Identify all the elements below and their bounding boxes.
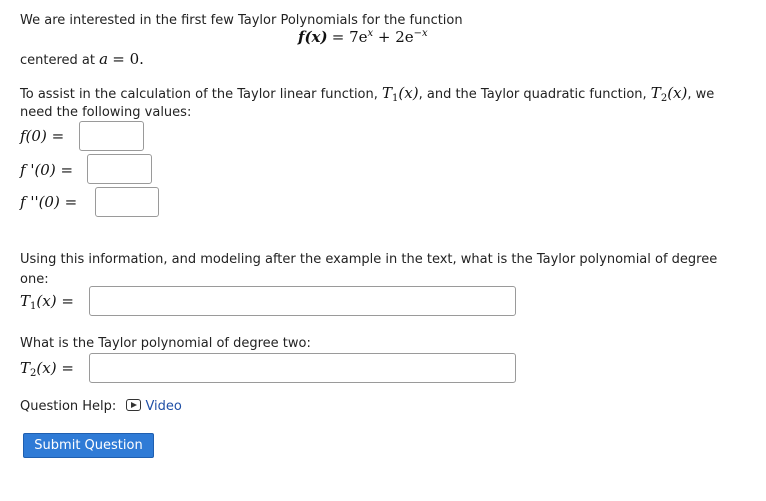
t1-inline-arg: (x) (398, 84, 419, 102)
function-mid: + 2e (373, 28, 414, 46)
assist-text-a: To assist in the calculation of the Taylor linear function, (20, 87, 378, 102)
t2-input[interactable] (89, 353, 516, 383)
video-label: Video (145, 399, 182, 414)
submit-question-button[interactable]: Submit Question (23, 433, 154, 458)
t1-sub: 1 (30, 301, 37, 312)
f1-label: f '(0) = (20, 161, 74, 179)
t2-sub: 2 (30, 368, 37, 379)
t2-inline-letter: T (650, 84, 661, 102)
f2-label: f ''(0) = (20, 193, 78, 211)
t1-rest: (x) = (36, 292, 74, 310)
centered-val: = 0. (112, 50, 144, 68)
t2-letter: T (20, 359, 31, 377)
degree-one-line-1: Using this information, and modeling after the example in the text, what is the Taylor polynomial of degree (20, 252, 718, 267)
video-icon (126, 399, 141, 411)
t1-inline (382, 84, 419, 102)
t1-input[interactable] (89, 286, 516, 316)
assist-line-2: need the following values: (20, 105, 192, 120)
centered-prefix: centered at (20, 53, 95, 68)
intro-text: We are interested in the first few Taylor Polynomials for the function (20, 13, 463, 28)
degree-one-line-2: one: (20, 272, 49, 287)
function-formula (298, 28, 428, 46)
assist-line-1 (20, 84, 714, 104)
assist-text-c: , we (687, 87, 715, 102)
t2-inline-arg: (x) (667, 84, 688, 102)
t2-inline-sub: 2 (660, 93, 668, 104)
function-exp2: −x (413, 28, 428, 39)
function-lhs: f(x) (298, 28, 328, 46)
f1-input[interactable] (87, 154, 152, 184)
centered-var: a (99, 50, 109, 68)
f0-input[interactable] (79, 121, 144, 151)
function-rhs: = 7e (331, 28, 368, 46)
t2-label (20, 359, 74, 379)
video-link[interactable] (126, 399, 181, 414)
centered-line (20, 50, 144, 68)
assist-text-b: , and the Taylor quadratic function, (418, 87, 647, 102)
degree-two-text: What is the Taylor polynomial of degree two: (20, 336, 311, 351)
f2-input[interactable] (95, 187, 159, 217)
t1-inline-sub: 1 (392, 93, 399, 104)
t1-label (20, 292, 74, 312)
question-help (20, 399, 182, 414)
t2-inline (651, 84, 688, 102)
t1-inline-letter: T (382, 84, 393, 102)
function-exp1: x (367, 28, 374, 39)
t2-rest: (x) = (36, 359, 74, 377)
t1-letter: T (20, 292, 31, 310)
f0-label: f(0) = (20, 127, 65, 145)
help-label: Question Help: (20, 399, 117, 414)
